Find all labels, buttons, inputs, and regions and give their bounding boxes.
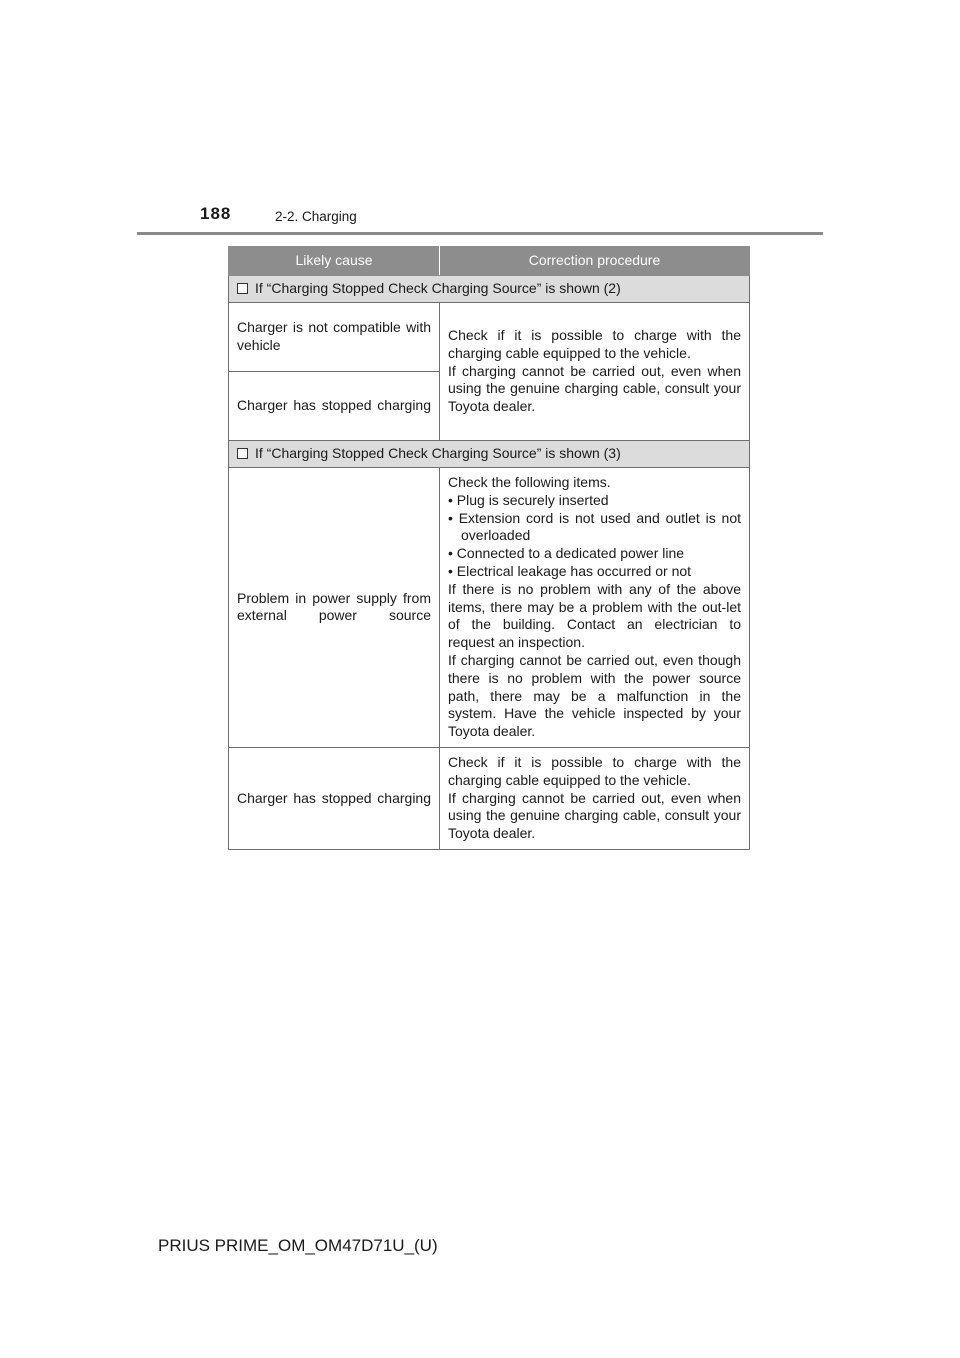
procedure-paragraph: If charging cannot be carried out, even when using the genuine charging cable, consult your Toyota dealer. (448, 362, 741, 415)
table-header-row (229, 247, 750, 276)
table-row (229, 468, 750, 748)
checkbox-icon (237, 448, 248, 459)
correction-procedure-cell (440, 468, 750, 748)
table-row (229, 303, 750, 372)
section-heading (229, 276, 750, 303)
likely-cause-cell: Problem in power supply from external power source (229, 468, 440, 748)
page-number: 188 (200, 204, 232, 223)
document-code: PRIUS PRIME_OM_OM47D71U_(U) (158, 1236, 438, 1255)
likely-cause-cell: Charger has stopped charging (229, 372, 440, 441)
section-heading (229, 441, 750, 468)
section-row (229, 441, 750, 468)
table-row (229, 747, 750, 849)
check-list-item: • Extension cord is not used and outlet is not overloaded (448, 509, 741, 544)
column-header-correction-procedure: Correction procedure (440, 247, 750, 276)
column-header-likely-cause: Likely cause (229, 247, 440, 276)
check-list-item: • Connected to a dedicated power line (448, 545, 685, 562)
section-row (229, 276, 750, 303)
correction-procedure-cell (440, 747, 750, 849)
likely-cause-cell: Charger has stopped charging (229, 747, 440, 849)
procedure-paragraph: If charging cannot be carried out, even when using the genuine charging cable, consult your Toyota dealer. (448, 789, 741, 842)
procedure-paragraph: Check if it is possible to charge with the charging cable equipped to the vehicle. (448, 327, 741, 361)
section-title: 2-2. Charging (275, 209, 357, 224)
likely-cause-cell: Charger is not compatible with vehicle (229, 303, 440, 372)
procedure-paragraph: If there is no problem with any of the above items, there may be a problem with the out-let of the building. Contact an electrician to request an inspection. (448, 580, 741, 651)
procedure-paragraph: Check the following items. (448, 474, 611, 490)
section-heading-text: If “Charging Stopped Check Charging Source” is shown (3) (255, 445, 621, 462)
check-list-item: • Electrical leakage has occurred or not (448, 562, 692, 579)
checkbox-icon (237, 283, 248, 294)
section-heading-text: If “Charging Stopped Check Charging Source” is shown (2) (255, 280, 621, 297)
procedure-paragraph: If charging cannot be carried out, even though there is no problem with the power source path, there may be a malfunction in the system. Have the vehicle inspected by your Toyota dealer. (448, 651, 741, 740)
header-rule (137, 232, 823, 235)
correction-procedure-cell (440, 303, 750, 441)
check-list-item: • Plug is securely inserted (448, 491, 609, 508)
procedure-paragraph: Check if it is possible to charge with the charging cable equipped to the vehicle. (448, 753, 741, 788)
troubleshooting-table (228, 246, 750, 850)
